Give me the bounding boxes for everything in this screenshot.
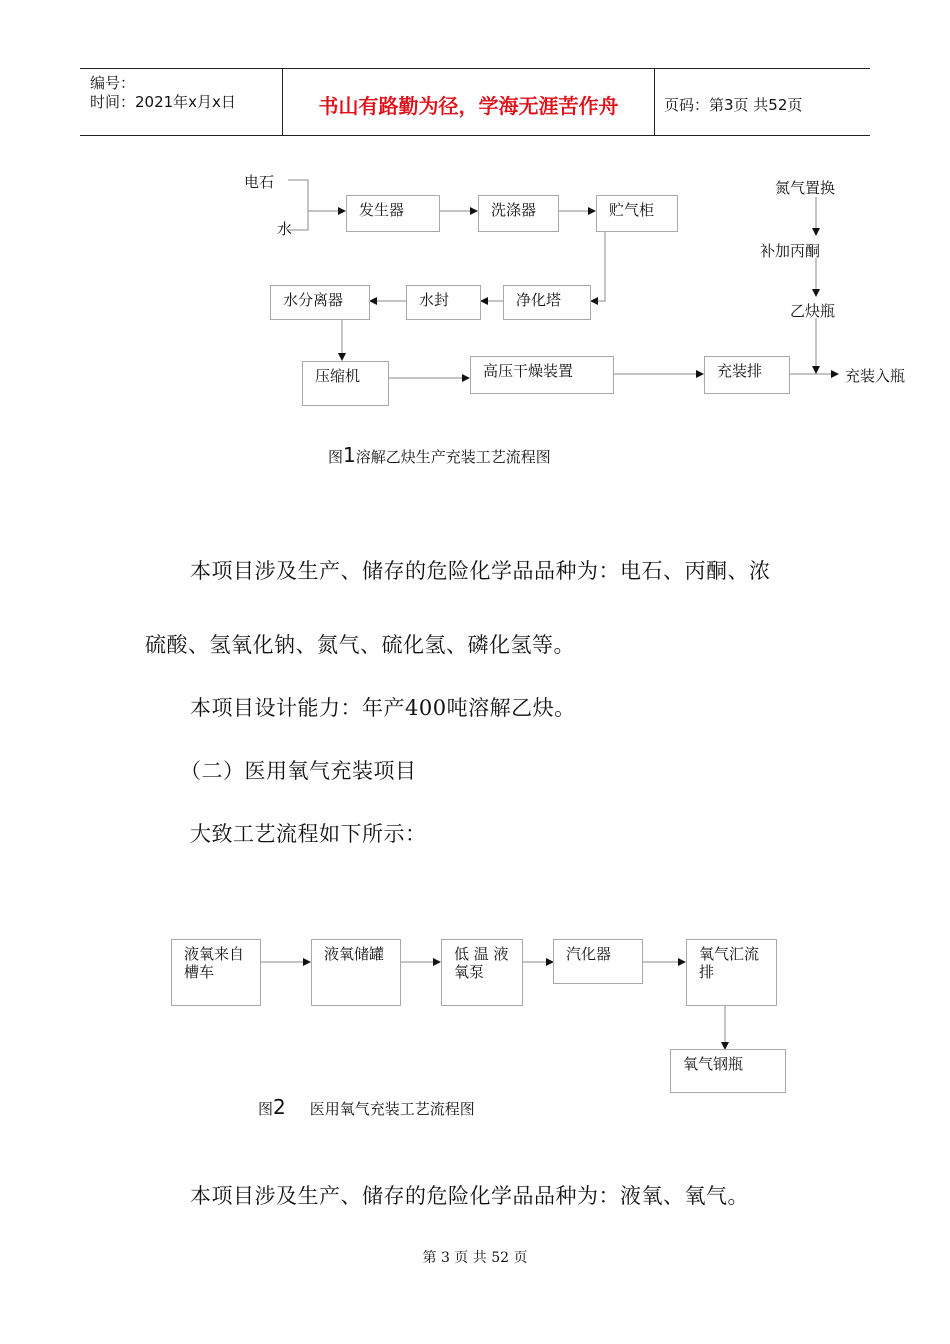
section-heading-oxygen: （二）医用氧气充装项目 bbox=[180, 759, 417, 783]
node-compressor: 压缩机 bbox=[302, 361, 389, 406]
node-cryo-pump-line2: 氧泵 bbox=[454, 963, 485, 981]
paragraph-hazards-line2: 硫酸、氢氧化钠、氮气、硫化氢、磷化氢等。 bbox=[145, 633, 575, 657]
node-add-acetone: 补加丙酮 bbox=[760, 242, 821, 260]
header-serial: 编号： bbox=[90, 74, 136, 92]
node-nitrogen-purge: 氮气置换 bbox=[775, 179, 836, 197]
node-lox-tanker-line2: 槽车 bbox=[184, 963, 215, 981]
input-carbide: 电石 bbox=[244, 173, 275, 191]
figure2-caption-text: 医用氧气充装工艺流程图 bbox=[309, 1100, 475, 1118]
node-water-seal: 水封 bbox=[406, 285, 481, 320]
node-fill-into-cylinder: 充装入瓶 bbox=[845, 367, 906, 385]
paragraph-hazards-line1: 本项目涉及生产、储存的危险化学品品种为：电石、丙酮、浓 bbox=[190, 559, 771, 583]
paragraph-oxygen-hazards: 本项目涉及生产、储存的危险化学品品种为：液氧、氧气。 bbox=[190, 1184, 749, 1208]
node-acetylene-cylinder: 乙炔瓶 bbox=[790, 302, 836, 320]
header-page-info: 页码：第3页 共52页 bbox=[664, 96, 803, 114]
node-generator: 发生器 bbox=[346, 195, 440, 232]
input-water: 水 bbox=[277, 220, 293, 238]
node-lox-tanker bbox=[171, 939, 261, 1006]
node-water-separator: 水分离器 bbox=[270, 285, 370, 320]
node-oxygen-manifold-line1: 氧气汇流 bbox=[699, 945, 760, 963]
node-lox-storage-tank: 液氧储罐 bbox=[311, 939, 401, 1006]
node-purifier: 净化塔 bbox=[503, 285, 591, 320]
node-vaporizer: 汽化器 bbox=[553, 939, 643, 984]
node-cryo-pump bbox=[441, 939, 523, 1006]
node-oxygen-manifold bbox=[686, 939, 777, 1006]
figure2-caption bbox=[258, 1095, 475, 1119]
node-hp-dryer: 高压干燥装置 bbox=[470, 356, 614, 394]
node-cryo-pump-line1: 低 温 液 bbox=[454, 945, 509, 963]
node-oxygen-manifold-line2: 排 bbox=[699, 963, 715, 981]
node-filling-rack: 充装排 bbox=[704, 356, 790, 394]
node-oxygen-cylinder: 氧气钢瓶 bbox=[670, 1049, 786, 1093]
header-date: 时间：2021年x月x日 bbox=[90, 93, 236, 111]
paragraph-capacity: 本项目设计能力：年产400吨溶解乙炔。 bbox=[190, 696, 576, 720]
header-motto: 书山有路勤为径，学海无涯苦作舟 bbox=[318, 94, 619, 118]
node-lox-tanker-line1: 液氧来自 bbox=[184, 945, 245, 963]
figure1-caption-num: 1 bbox=[343, 443, 356, 467]
page-footer: 第 3 页 共 52 页 bbox=[422, 1250, 528, 1266]
figure2-caption-num: 2 bbox=[273, 1095, 286, 1119]
figure2-caption-prefix: 图 bbox=[258, 1100, 274, 1118]
node-scrubber: 洗涤器 bbox=[478, 195, 559, 232]
figure1-caption-prefix: 图 bbox=[328, 448, 344, 466]
paragraph-flow-intro: 大致工艺流程如下所示： bbox=[190, 822, 427, 846]
figure1-caption-text: 溶解乙炔生产充装工艺流程图 bbox=[355, 448, 551, 466]
node-gas-holder: 贮气柜 bbox=[596, 195, 678, 232]
